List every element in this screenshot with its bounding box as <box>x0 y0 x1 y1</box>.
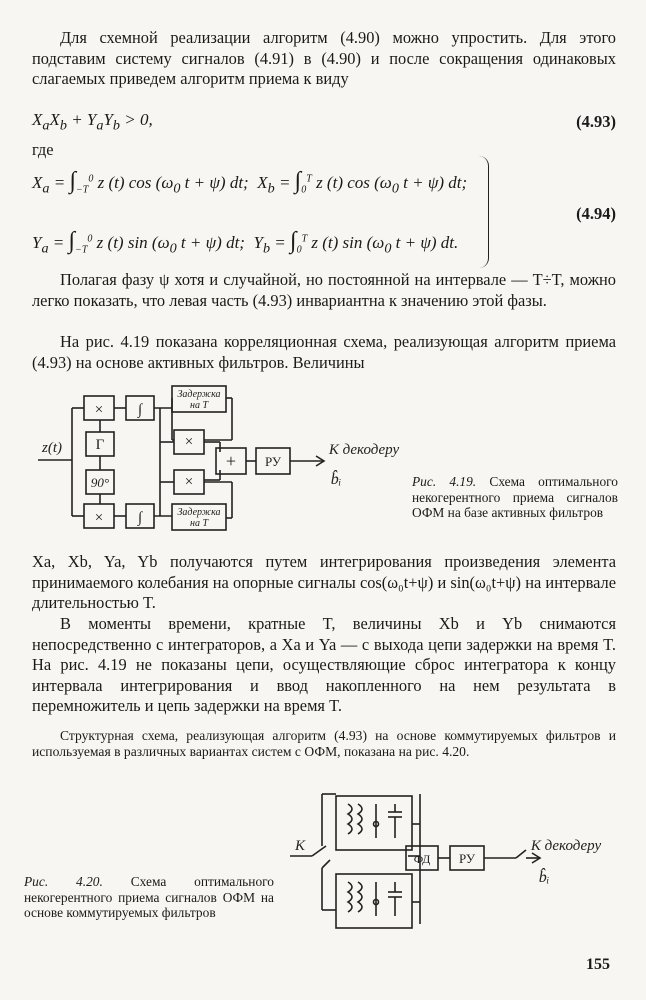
fig420-switch-label: К <box>295 838 305 854</box>
paragraph-phase: Полагая фазу ψ хотя и случайной, но постоянной на интервале — T÷T, можно легко показать, что левая часть (4.93) инвариантна к значению этой фазы. <box>32 270 616 310</box>
figure-4-20-caption-prefix: Рис. 4.20. <box>24 874 103 889</box>
fig420-output-label: К декодеру <box>530 838 602 854</box>
figure-4-19-caption-prefix: Рис. 4.19. <box>412 474 477 489</box>
page-number: 155 <box>586 956 610 973</box>
paragraph-moments: В моменты времени, кратные T, величины Xb и Yb снимаются непосредственно с интеграторов, а Xa и Ya — с выхода цепи задержки на время T. На рис. 4.19 не показаны цепи, осуществляющие сброс интегратора к концу интервала интегрирования и ввод накопленного на нем результата в перемножитель и цепь задержки на время T. <box>32 614 616 715</box>
fig420-output-symbol: b̂ᵢ <box>538 869 550 886</box>
equation-4-94-line2: $Y_a = \int_{-T}^0$ z (t) $\sin (\omega_0$ t + ψ) dt; $Y_b = \int_0^T$ z (t) $\sin (\omega_0$ t + ψ) dt. <box>32 228 459 257</box>
fig419-delay-top-2: на T <box>189 400 209 411</box>
paragraph-structural: Структурная схема, реализующая алгоритм (4.93) на основе коммутируемых фильтров и используемая в различных вариантах систем с ОФМ, показана на рис. 4.20. <box>32 728 616 760</box>
fig419-multiplier-mid-top: × <box>184 434 194 450</box>
fig420-phase-detector: ФД <box>413 852 431 866</box>
fig419-summer: + <box>225 451 237 471</box>
fig419-delay-bottom-1: Задержка <box>177 507 221 518</box>
equation-brace <box>478 156 489 268</box>
figure-4-20-caption <box>24 874 274 921</box>
fig419-phase-shift: 90° <box>90 475 110 490</box>
paragraph-integration: Xa, Xb, Ya, Yb получаются путем интегрирования произведения элемента принимаемого колебания на опорные сигналы cos(ω₀t+ψ) и sin(ω₀t+ψ) на интервале длительностью T. <box>32 552 616 612</box>
fig419-decision-device: РУ <box>264 454 282 469</box>
equation-4-94-number: (4.94) <box>576 204 616 223</box>
fig419-generator: Γ <box>95 437 105 453</box>
fig419-input-label: z(t) <box>42 440 62 456</box>
where-word: где <box>32 140 54 159</box>
intro-paragraph: Для схемной реализации алгоритм (4.90) можно упростить. Для этого подставим систему сигналов (4.91) в (4.90) и после сокращения одинаковых слагаемых приведем алгоритм приема к виду <box>32 28 616 88</box>
fig419-integrator-top: ∫ <box>137 402 143 418</box>
paragraph-fig419-ref: На рис. 4.19 показана корреляционная схема, реализующая алгоритм приема (4.93) на основе активных фильтров. Величины <box>32 332 616 372</box>
fig419-delay-bottom-2: на T <box>189 518 209 529</box>
equation-4-93: $X_aX_b + Y_aY_b > 0$, <box>32 110 153 134</box>
fig419-delay-top-1: Задержка <box>177 389 221 400</box>
fig419-output-symbol: b̂ᵢ <box>330 471 342 488</box>
figure-4-19-caption <box>412 474 618 521</box>
fig419-multiplier-top: × <box>94 402 104 418</box>
fig420-decision-device: РУ <box>458 851 476 866</box>
fig419-integrator-bottom: ∫ <box>137 510 143 526</box>
fig419-multiplier-mid-bottom: × <box>184 474 194 490</box>
equation-4-94-line1: $X_a = \int_{-T}^0$ z (t) $\cos (\omega_0$ t + ψ) dt; $X_b = \int_0^T$ z (t) $\cos (\omega_0$ t + ψ) dt; <box>32 168 468 197</box>
fig419-output-label: К декодеру <box>328 442 400 458</box>
fig419-multiplier-bottom: × <box>94 510 104 526</box>
equation-4-93-number: (4.93) <box>576 112 616 131</box>
figure-4-19-caption-text: Схема оптимального некогерентного приема сигналов ОФМ на базе активных фильтров <box>412 474 618 521</box>
figure-4-20-caption-text: Схема оптимального некогерентного приема сигналов ОФМ на основе коммутируемых фильтров <box>24 874 274 921</box>
